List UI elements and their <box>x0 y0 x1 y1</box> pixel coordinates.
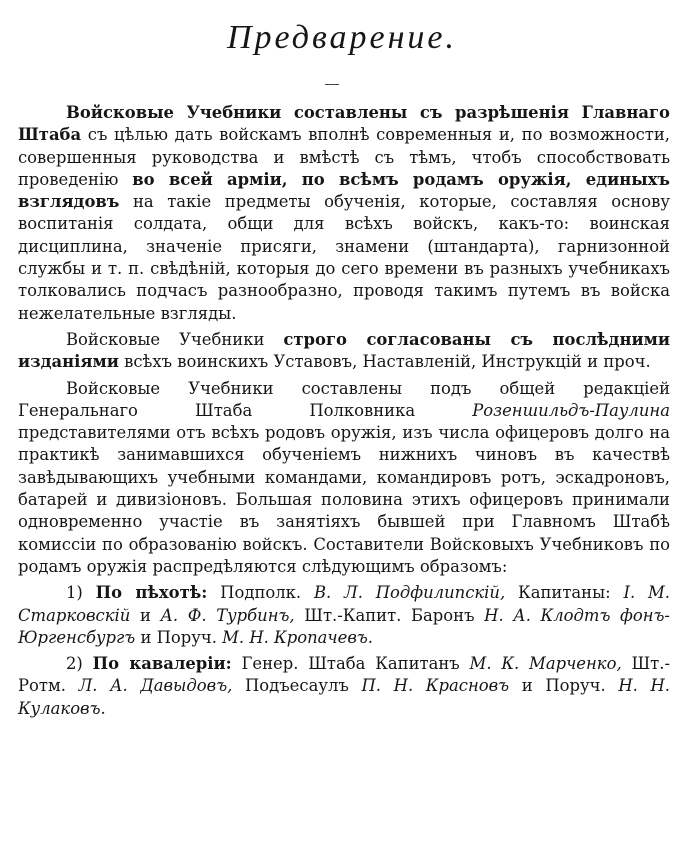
text-run: Подъесаулъ <box>232 676 362 696</box>
paragraph <box>18 582 670 649</box>
text-run: и Поруч. <box>135 627 223 647</box>
text-run: представителями отъ всѣхъ родовъ оружія, изъ числа офицеровъ долго на практикѣ занимавшихся обученіемъ нижнихъ чиновъ въ качествѣ завѣдывающихъ учебными командами, командировъ ротъ, эскадроновъ, батарей и дивизіоновъ. Большая половина этихъ офицеровъ принимали одновременно участіе въ занятіяхъ бывшей при Главномъ Штабѣ комиссіи по образованію войскъ. Составители Войсковыхъ Учебниковъ по родамъ оружія распредѣляются слѣдующимъ образомъ: <box>18 423 670 576</box>
italic-name: Н. Н. Кулаковъ. <box>18 676 670 718</box>
text-run: Капитаны: <box>505 583 624 603</box>
text-run: Войсковые Учебники составлены подъ общей редакціей Генеральнаго Штаба Полковника <box>18 378 670 420</box>
text-run: на такіе предметы обученія, которые, составляя основу воспитанія солдата, общи для всѣхъ войскъ, какъ-то: воинская дисциплина, значеніе присяги, знамени (штандарта), гарнизонной службы и т. п. свѣдѣній, которыя до сего времени въ разныхъ учебникахъ толковались подчасъ разнообразно, проводя такимъ путемъ въ войска нежелательные взгляды. <box>18 192 670 323</box>
italic-name: В. Л. Подфилипскій, <box>313 583 506 603</box>
bold-text: строго согласованы съ послѣдними изданіями <box>18 329 670 372</box>
text-run: Шт.-Капит. Баронъ <box>294 605 485 625</box>
bold-text: Войсковые Учебники составлены съ разрѣшенія Главнаго Штаба <box>18 103 670 145</box>
text-run: и Поруч. <box>509 676 619 696</box>
italic-name: М. К. Марченко, <box>469 654 622 674</box>
text-run: 1) <box>66 583 96 603</box>
bold-text: во всей арміи, по всѣмъ родамъ оружія, единыхъ взглядовъ <box>18 169 670 212</box>
text-run: Войсковые Учебники <box>66 329 284 349</box>
paragraph <box>18 378 670 579</box>
title-divider <box>325 84 339 85</box>
text-run: Генер. Штаба Капитанъ <box>231 654 470 674</box>
text-run: Шт.-Ротм. <box>18 654 670 696</box>
paragraph <box>18 102 670 325</box>
text-run: всѣхъ воинскихъ Уставовъ, Наставленій, Инструкцій и проч. <box>118 352 651 372</box>
paragraph <box>18 329 670 374</box>
text-run: съ цѣлью дать войскамъ вполнѣ современныя и, по возможности, совершенныя руководства и вмѣстѣ съ тѣмъ, чтобъ способствовать проведенію <box>18 125 670 189</box>
italic-name: Розеншильдъ-Паулина <box>472 400 670 420</box>
italic-name: П. Н. Красновъ <box>361 676 510 696</box>
italic-name: М. Н. Кропачевъ. <box>222 627 374 647</box>
italic-name: Н. А. Клодтъ фонъ-Юргенсбургъ <box>18 605 670 647</box>
bold-text: По кавалеріи: <box>92 654 232 674</box>
paragraph <box>18 653 670 720</box>
text-run: Подполк. <box>207 583 314 603</box>
italic-name: Л. А. Давыдовъ, <box>78 676 233 696</box>
italic-name: I. М. Старковскій <box>18 583 671 625</box>
text-run: 2) <box>66 654 93 674</box>
page-title: Предварение. <box>226 19 458 56</box>
italic-name: А. Ф. Турбинъ, <box>160 605 295 625</box>
text-run: и <box>130 605 161 625</box>
bold-text: По пѣхотѣ: <box>95 583 208 603</box>
document-body <box>18 102 670 720</box>
